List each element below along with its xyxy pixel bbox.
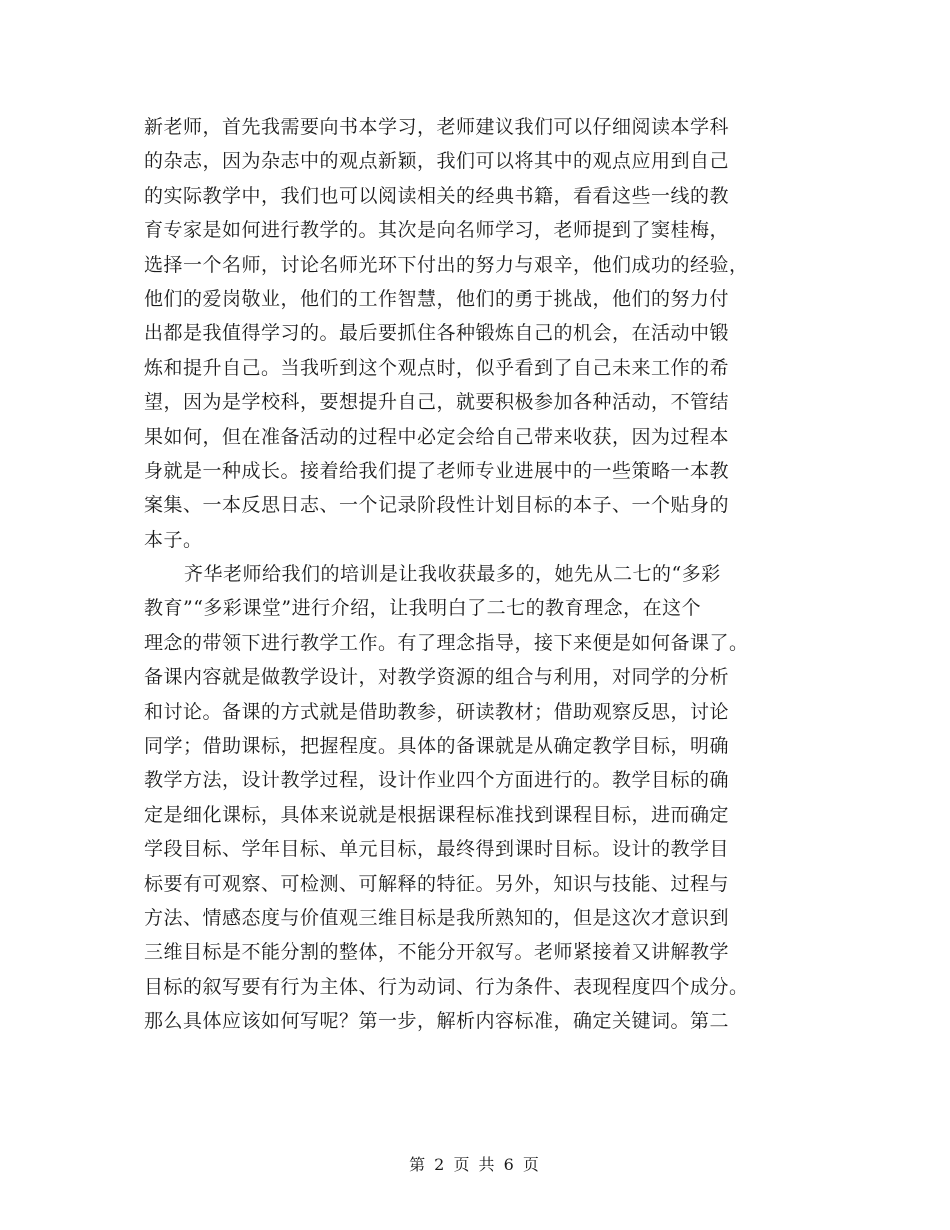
text-line: 选择一个名师，讨论名师光环下付出的努力与艰辛，他们成功的经验， bbox=[144, 253, 749, 276]
text-line: 学段目标、学年目标、单元目标，最终得到课时目标。设计的教学目 bbox=[144, 838, 730, 861]
text-line: 备课内容就是做教学设计，对教学资源的组合与利用，对同学的分析 bbox=[144, 666, 730, 689]
text-line: 标要有可观察、可检测、可解释的特征。另外，知识与技能、过程与 bbox=[144, 872, 730, 895]
text-line: 炼和提升自己。当我听到这个观点时，似乎看到了自己未来工作的希 bbox=[144, 356, 730, 379]
text-line: 的杂志，因为杂志中的观点新颖，我们可以将其中的观点应用到自己 bbox=[144, 150, 730, 173]
paragraph-start-line: 齐华老师给我们的培训是让我收获最多的，她先从二七的“多彩 bbox=[184, 563, 721, 586]
text-line: 果如何，但在准备活动的过程中必定会给自己带来收获，因为过程本 bbox=[144, 425, 730, 448]
text-line: 出都是我值得学习的。最后要抓住各种锻炼自己的机会，在活动中锻 bbox=[144, 322, 730, 345]
text-line: 新老师，首先我需要向书本学习，老师建议我们可以仔细阅读本学科 bbox=[144, 116, 730, 138]
text-line: 那么具体应该如何写呢？第一步，解析内容标准，确定关键词。第二 bbox=[144, 1010, 730, 1033]
text-line: 育专家是如何进行教学的。其次是向名师学习，老师提到了窦桂梅， bbox=[144, 219, 730, 242]
text-line: 他们的爱岗敬业，他们的工作智慧，他们的勇于挑战，他们的努力付 bbox=[144, 287, 730, 310]
text-line: 本子。 bbox=[144, 528, 203, 551]
text-line: 身就是一种成长。接着给我们提了老师专业进展中的一些策略一本教 bbox=[144, 459, 730, 482]
page-number-footer: 第 2 页 共 6 页 bbox=[409, 1155, 541, 1174]
text-line: 理念的带领下进行教学工作。有了理念指导，接下来便是如何备课了。 bbox=[144, 631, 749, 654]
text-line: 教育”“多彩课堂”进行介绍，让我明白了二七的教育理念，在这个 bbox=[144, 597, 702, 620]
text-line: 方法、情感态度与价值观三维目标是我所熟知的，但是这次才意识到 bbox=[144, 906, 730, 929]
text-line: 的实际教学中，我们也可以阅读相关的经典书籍，看看这些一线的教 bbox=[144, 184, 730, 207]
text-line: 案集、一本反思日志、一个记录阶段性计划目标的本子、一个贴身的 bbox=[144, 494, 730, 517]
body-text bbox=[144, 110, 804, 1039]
text-line: 望，因为是学校科，要想提升自己，就要积极参加各种活动，不管结 bbox=[144, 391, 730, 414]
text-line: 定是细化课标，具体来说就是根据课程标准找到课程目标，进而确定 bbox=[144, 803, 730, 826]
text-line: 教学方法，设计教学过程，设计作业四个方面进行的。教学目标的确 bbox=[144, 769, 730, 792]
text-line: 和讨论。备课的方式就是借助教参，研读教材；借助观察反思，讨论 bbox=[144, 700, 730, 723]
text-line: 目标的叙写要有行为主体、行为动词、行为条件、表现程度四个成分。 bbox=[144, 975, 749, 998]
text-line: 同学；借助课标，把握程度。具体的备课就是从确定教学目标，明确 bbox=[144, 735, 730, 758]
text-line: 三维目标是不能分割的整体，不能分开叙写。老师紧接着又讲解教学 bbox=[144, 941, 730, 964]
